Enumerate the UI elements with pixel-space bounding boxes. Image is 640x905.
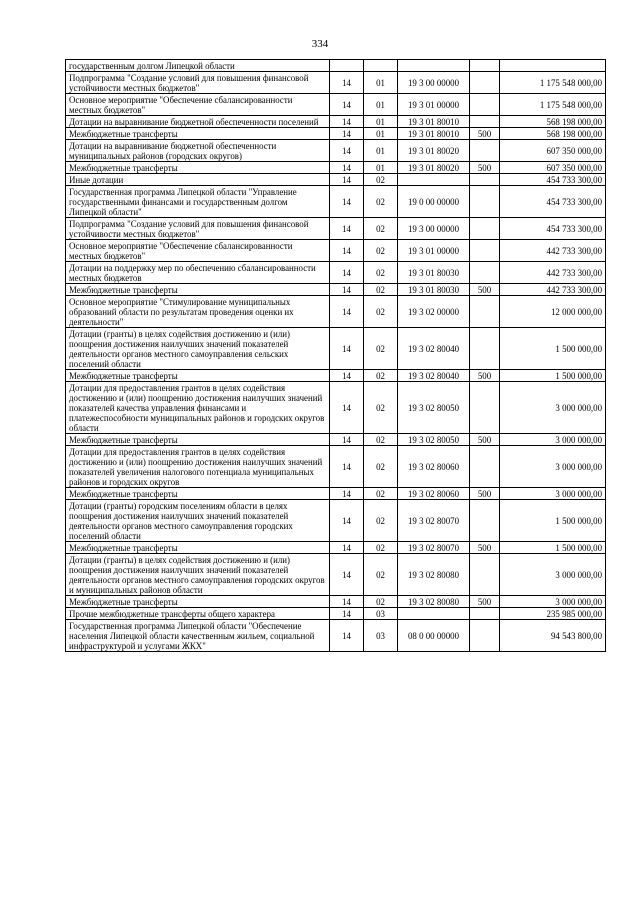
cell-subsection: 02 (364, 328, 398, 370)
cell-subsection: 02 (364, 284, 398, 296)
cell-expense-type (470, 554, 500, 596)
cell-target-article: 19 3 02 80080 (398, 554, 470, 596)
cell-name: Дотации (гранты) городским поселениям области в целях поощрения достижения наилучших значений показателей деятельности органов местного самоуправления городских поселений области (66, 500, 330, 542)
cell-amount: 442 733 300,00 (500, 262, 606, 284)
cell-target-article (398, 174, 470, 186)
cell-name: Дотации для предоставления грантов в целях содействия достижению и (или) поощрению достижения наилучших значений показателей качества управления финансами и платежеспособности муниципальных районов и городских округов области (66, 382, 330, 434)
table-row (66, 262, 606, 284)
cell-target-article: 19 0 00 00000 (398, 186, 470, 218)
cell-target-article: 19 3 01 80020 (398, 162, 470, 174)
cell-name: Основное мероприятие "Обеспечение сбалансированности местных бюджетов" (66, 94, 330, 116)
cell-name: Межбюджетные трансферты (66, 128, 330, 140)
cell-subsection: 02 (364, 596, 398, 608)
cell-section (330, 60, 364, 72)
cell-section: 14 (330, 72, 364, 94)
cell-target-article: 19 3 02 80050 (398, 382, 470, 434)
cell-name: Прочие межбюджетные трансферты общего характера (66, 608, 330, 620)
cell-name: Межбюджетные трансферты (66, 162, 330, 174)
cell-expense-type (470, 446, 500, 488)
cell-target-article (398, 60, 470, 72)
cell-expense-type (470, 262, 500, 284)
cell-amount: 454 733 300,00 (500, 174, 606, 186)
cell-section: 14 (330, 262, 364, 284)
cell-expense-type: 500 (470, 596, 500, 608)
cell-expense-type: 500 (470, 542, 500, 554)
cell-amount: 1 500 000,00 (500, 542, 606, 554)
cell-amount: 1 500 000,00 (500, 328, 606, 370)
cell-amount: 568 198 000,00 (500, 128, 606, 140)
cell-target-article: 19 3 00 00000 (398, 72, 470, 94)
cell-subsection: 01 (364, 140, 398, 162)
table-row (66, 284, 606, 296)
cell-section: 14 (330, 370, 364, 382)
cell-expense-type: 500 (470, 284, 500, 296)
table-row (66, 174, 606, 186)
cell-name: Межбюджетные трансферты (66, 542, 330, 554)
cell-expense-type (470, 60, 500, 72)
cell-amount: 1 175 548 000,00 (500, 72, 606, 94)
table-row (66, 60, 606, 72)
table-row (66, 488, 606, 500)
cell-target-article: 19 3 02 80070 (398, 542, 470, 554)
cell-name: Дотации (гранты) в целях содействия достижению и (или) поощрения достижения наилучших значений показателей деятельности органов местного самоуправления городских округов и муниципальных районов области (66, 554, 330, 596)
cell-target-article: 19 3 02 80080 (398, 596, 470, 608)
cell-expense-type (470, 72, 500, 94)
cell-section: 14 (330, 162, 364, 174)
cell-subsection: 01 (364, 94, 398, 116)
cell-section: 14 (330, 328, 364, 370)
cell-expense-type (470, 174, 500, 186)
cell-expense-type (470, 620, 500, 652)
cell-target-article: 19 3 02 80050 (398, 434, 470, 446)
cell-name: Подпрограмма "Создание условий для повышения финансовой устойчивости местных бюджетов" (66, 72, 330, 94)
table-row (66, 620, 606, 652)
cell-amount: 568 198 000,00 (500, 116, 606, 128)
cell-expense-type (470, 140, 500, 162)
cell-subsection: 02 (364, 500, 398, 542)
cell-name: Межбюджетные трансферты (66, 596, 330, 608)
cell-subsection: 02 (364, 446, 398, 488)
table-row (66, 542, 606, 554)
table-row (66, 162, 606, 174)
cell-subsection: 02 (364, 218, 398, 240)
cell-target-article: 19 3 01 00000 (398, 240, 470, 262)
table-row (66, 446, 606, 488)
cell-section: 14 (330, 608, 364, 620)
cell-target-article (398, 608, 470, 620)
cell-name: Иные дотации (66, 174, 330, 186)
cell-subsection: 02 (364, 240, 398, 262)
table-row (66, 240, 606, 262)
cell-name: Межбюджетные трансферты (66, 284, 330, 296)
cell-name: Подпрограмма "Создание условий для повышения финансовой устойчивости местных бюджетов" (66, 218, 330, 240)
cell-subsection: 02 (364, 434, 398, 446)
cell-subsection: 01 (364, 128, 398, 140)
cell-amount: 94 543 800,00 (500, 620, 606, 652)
cell-name: Дотации на поддержку мер по обеспечению сбалансированности местных бюджетов (66, 262, 330, 284)
cell-section: 14 (330, 542, 364, 554)
cell-subsection: 02 (364, 186, 398, 218)
cell-target-article: 19 3 02 80060 (398, 446, 470, 488)
cell-name: Межбюджетные трансферты (66, 434, 330, 446)
cell-subsection: 02 (364, 554, 398, 596)
table-row (66, 140, 606, 162)
cell-target-article: 19 3 02 80060 (398, 488, 470, 500)
cell-amount: 3 000 000,00 (500, 434, 606, 446)
cell-name: Дотации для предоставления грантов в целях содействия достижению и (или) поощрению достижения наилучших значений показателей увеличения налогового потенциала муниципальных районов и городских округов (66, 446, 330, 488)
table-row (66, 186, 606, 218)
cell-section: 14 (330, 240, 364, 262)
cell-expense-type: 500 (470, 370, 500, 382)
cell-target-article: 19 3 02 80070 (398, 500, 470, 542)
cell-target-article: 19 3 01 80010 (398, 116, 470, 128)
table-row (66, 500, 606, 542)
cell-target-article: 19 3 02 80040 (398, 328, 470, 370)
cell-expense-type: 500 (470, 488, 500, 500)
cell-target-article: 19 3 01 00000 (398, 94, 470, 116)
budget-table-body (66, 60, 606, 652)
cell-subsection: 02 (364, 174, 398, 186)
cell-amount: 454 733 300,00 (500, 218, 606, 240)
cell-section: 14 (330, 218, 364, 240)
cell-expense-type (470, 500, 500, 542)
cell-subsection (364, 60, 398, 72)
cell-subsection: 01 (364, 116, 398, 128)
cell-section: 14 (330, 620, 364, 652)
cell-expense-type: 500 (470, 162, 500, 174)
cell-section: 14 (330, 128, 364, 140)
table-row (66, 434, 606, 446)
cell-expense-type: 500 (470, 128, 500, 140)
cell-amount: 3 000 000,00 (500, 554, 606, 596)
cell-amount: 3 000 000,00 (500, 382, 606, 434)
cell-section: 14 (330, 488, 364, 500)
cell-section: 14 (330, 186, 364, 218)
table-row (66, 608, 606, 620)
cell-expense-type (470, 382, 500, 434)
table-row (66, 72, 606, 94)
cell-target-article: 19 3 02 00000 (398, 296, 470, 328)
cell-amount (500, 60, 606, 72)
cell-name: Дотации (гранты) в целях содействия достижению и (или) поощрения достижения наилучших значений показателей деятельности органов местного самоуправления сельских поселений области (66, 328, 330, 370)
cell-target-article: 19 3 01 80030 (398, 284, 470, 296)
cell-amount: 235 985 000,00 (500, 608, 606, 620)
cell-expense-type (470, 296, 500, 328)
page-number: 334 (311, 38, 329, 50)
cell-name: Основное мероприятие "Обеспечение сбалансированности местных бюджетов" (66, 240, 330, 262)
table-row (66, 382, 606, 434)
cell-subsection: 02 (364, 488, 398, 500)
cell-subsection: 02 (364, 382, 398, 434)
cell-expense-type (470, 608, 500, 620)
cell-section: 14 (330, 434, 364, 446)
budget-table (65, 59, 606, 652)
cell-section: 14 (330, 500, 364, 542)
cell-name: государственным долгом Липецкой области (66, 60, 330, 72)
cell-expense-type (470, 94, 500, 116)
cell-name: Межбюджетные трансферты (66, 488, 330, 500)
cell-section: 14 (330, 284, 364, 296)
cell-section: 14 (330, 116, 364, 128)
cell-section: 14 (330, 596, 364, 608)
cell-expense-type (470, 218, 500, 240)
cell-amount: 3 000 000,00 (500, 596, 606, 608)
cell-subsection: 02 (364, 296, 398, 328)
cell-subsection: 02 (364, 542, 398, 554)
cell-amount: 3 000 000,00 (500, 488, 606, 500)
cell-amount: 454 733 300,00 (500, 186, 606, 218)
cell-target-article: 08 0 00 00000 (398, 620, 470, 652)
cell-name: Государственная программа Липецкой области "Управление государственными финансами и государственным долгом Липецкой области" (66, 186, 330, 218)
cell-target-article: 19 3 00 00000 (398, 218, 470, 240)
cell-subsection: 03 (364, 620, 398, 652)
table-row (66, 328, 606, 370)
table-row (66, 128, 606, 140)
cell-amount: 607 350 000,00 (500, 162, 606, 174)
cell-name: Дотации на выравнивание бюджетной обеспеченности поселений (66, 116, 330, 128)
cell-section: 14 (330, 446, 364, 488)
cell-expense-type (470, 186, 500, 218)
cell-target-article: 19 3 01 80010 (398, 128, 470, 140)
cell-expense-type (470, 328, 500, 370)
cell-section: 14 (330, 382, 364, 434)
cell-expense-type: 500 (470, 434, 500, 446)
cell-subsection: 03 (364, 608, 398, 620)
cell-amount: 442 733 300,00 (500, 240, 606, 262)
cell-amount: 1 500 000,00 (500, 370, 606, 382)
cell-subsection: 01 (364, 162, 398, 174)
table-row (66, 370, 606, 382)
table-row (66, 218, 606, 240)
table-row (66, 296, 606, 328)
cell-target-article: 19 3 01 80020 (398, 140, 470, 162)
cell-name: Государственная программа Липецкой области "Обеспечение населения Липецкой области качественным жильем, социальной инфраструктурой и услугами ЖКХ" (66, 620, 330, 652)
table-row (66, 94, 606, 116)
table-row (66, 554, 606, 596)
table-row (66, 116, 606, 128)
cell-section: 14 (330, 554, 364, 596)
cell-section: 14 (330, 174, 364, 186)
cell-name: Основное мероприятие "Стимулирование муниципальных образований области по результатам проведения оценки их деятельности" (66, 296, 330, 328)
cell-name: Дотации на выравнивание бюджетной обеспеченности муниципальных районов (городских округов) (66, 140, 330, 162)
cell-expense-type (470, 240, 500, 262)
cell-amount: 1 500 000,00 (500, 500, 606, 542)
cell-amount: 1 175 548 000,00 (500, 94, 606, 116)
cell-expense-type (470, 116, 500, 128)
cell-subsection: 01 (364, 72, 398, 94)
cell-subsection: 02 (364, 370, 398, 382)
cell-target-article: 19 3 01 80030 (398, 262, 470, 284)
cell-amount: 442 733 300,00 (500, 284, 606, 296)
cell-amount: 3 000 000,00 (500, 446, 606, 488)
cell-subsection: 02 (364, 262, 398, 284)
cell-amount: 12 000 000,00 (500, 296, 606, 328)
cell-target-article: 19 3 02 80040 (398, 370, 470, 382)
cell-section: 14 (330, 296, 364, 328)
cell-section: 14 (330, 94, 364, 116)
table-row (66, 596, 606, 608)
cell-amount: 607 350 000,00 (500, 140, 606, 162)
cell-section: 14 (330, 140, 364, 162)
cell-name: Межбюджетные трансферты (66, 370, 330, 382)
